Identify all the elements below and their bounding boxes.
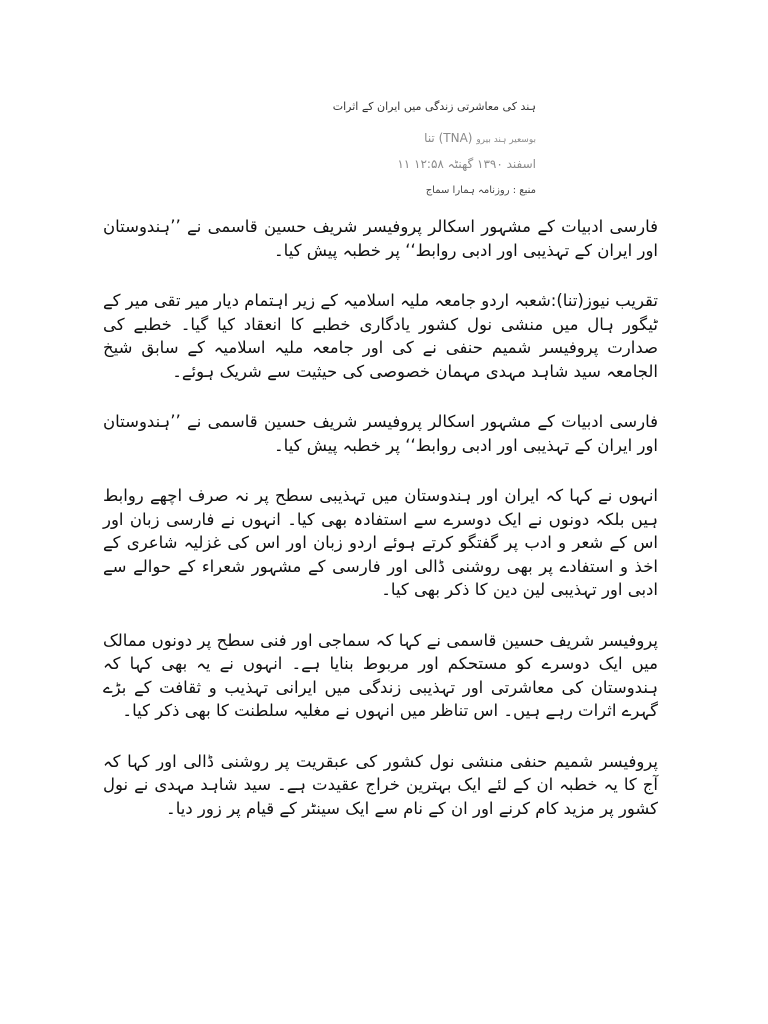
article-title: ہند کی معاشرتی زندگی میں ایران کے اثرات <box>332 100 536 113</box>
article-body <box>103 215 658 847</box>
paragraph-3: فارسی ادبیات کے مشہور اسکالر پروفیسر شریف حسین قاسمی نے ’’ہندوستان اور ایران کے تہذیبی اور ادبی روابط‘‘ پر خطبہ پیش کیا۔ <box>103 412 658 455</box>
paragraph-4: انہوں نے کہا کہ ایران اور ہندوستان میں تہذیبی سطح پر نہ صرف اچھے روابط ہیں بلکہ دونوں نے ایک دوسرے سے استفادہ بھی کیا۔ انہوں نے فارسی زبان اور اس کے شعر و ادب پر گفتگو کرتے ہوئے اردو زبان اور اس کی غزلیہ شاعری کے اخذ و استفادے پر بھی روشنی ڈالی اور فارسی کے مشہور شعراء کے حوالے سے ادبی اور تہذیبی لین دین کا ذکر بھی کیا۔ <box>103 486 658 599</box>
paragraph-6: پروفیسر شمیم حنفی منشی نول کشور کی عبقریت پر روشنی ڈالی اور کہا کہ آج کا یہ خطبہ ان کے لئے ایک بہترین خراج عقیدت ہے۔ سید شاہد مہدی نے نول کشور پر مزید کام کرنے اور ان کے نام سے ایک سینٹر کے قیام پر زور دیا۔ <box>103 751 658 818</box>
byline-prefix: بوسعیر ہند بیرو <box>476 135 536 145</box>
publish-date: اسفند ۱۳۹۰ گھنٹہ ۱۲:۵۸ ۱۱ <box>397 157 536 171</box>
byline <box>236 131 536 145</box>
source-line: منبع : روزنامہ ہمارا سماج <box>425 185 536 196</box>
paragraph-1: فارسی ادبیات کے مشہور اسکالر پروفیسر شریف حسین قاسمی نے ’’ہندوستان اور ایران کے تہذیبی اور ادبی روابط‘‘ پر خطبہ پیش کیا۔ <box>103 217 658 260</box>
byline-agency: (TNA) تنا <box>424 131 473 145</box>
paragraph-5: پروفیسر شریف حسین قاسمی نے کہا کہ سماجی اور فنی سطح پر دونوں ممالک میں ایک دوسرے کو مستحکم اور مربوط بنایا ہے۔ انہوں نے یہ بھی کہا کہ ہندوستان کی معاشرتی اور تہذیبی زندگی میں ایرانی تہذیب و ثقافت کے بڑے گہرے اثرات رہے ہیں۔ اس تناظر میں انہوں نے مغلیہ سلطنت کا بھی ذکر کیا۔ <box>103 630 658 720</box>
paragraph-2: تقریب نیوز(تنا):شعبہ اردو جامعہ ملیہ اسلامیہ کے زیر اہتمام دیار میر تقی میر کے ٹیگور ہال میں منشی نول کشور یادگاری خطبے کا انعقاد کیا گیا۔ خطبے کی صدارت پروفیسر شمیم حنفی نے کی اور جامعہ ملیہ اسلامیہ کے سابق شیخ الجامعہ سید شاہد مہدی مہمان خصوصی کی حیثیت سے شریک ہوئے۔ <box>103 291 658 381</box>
